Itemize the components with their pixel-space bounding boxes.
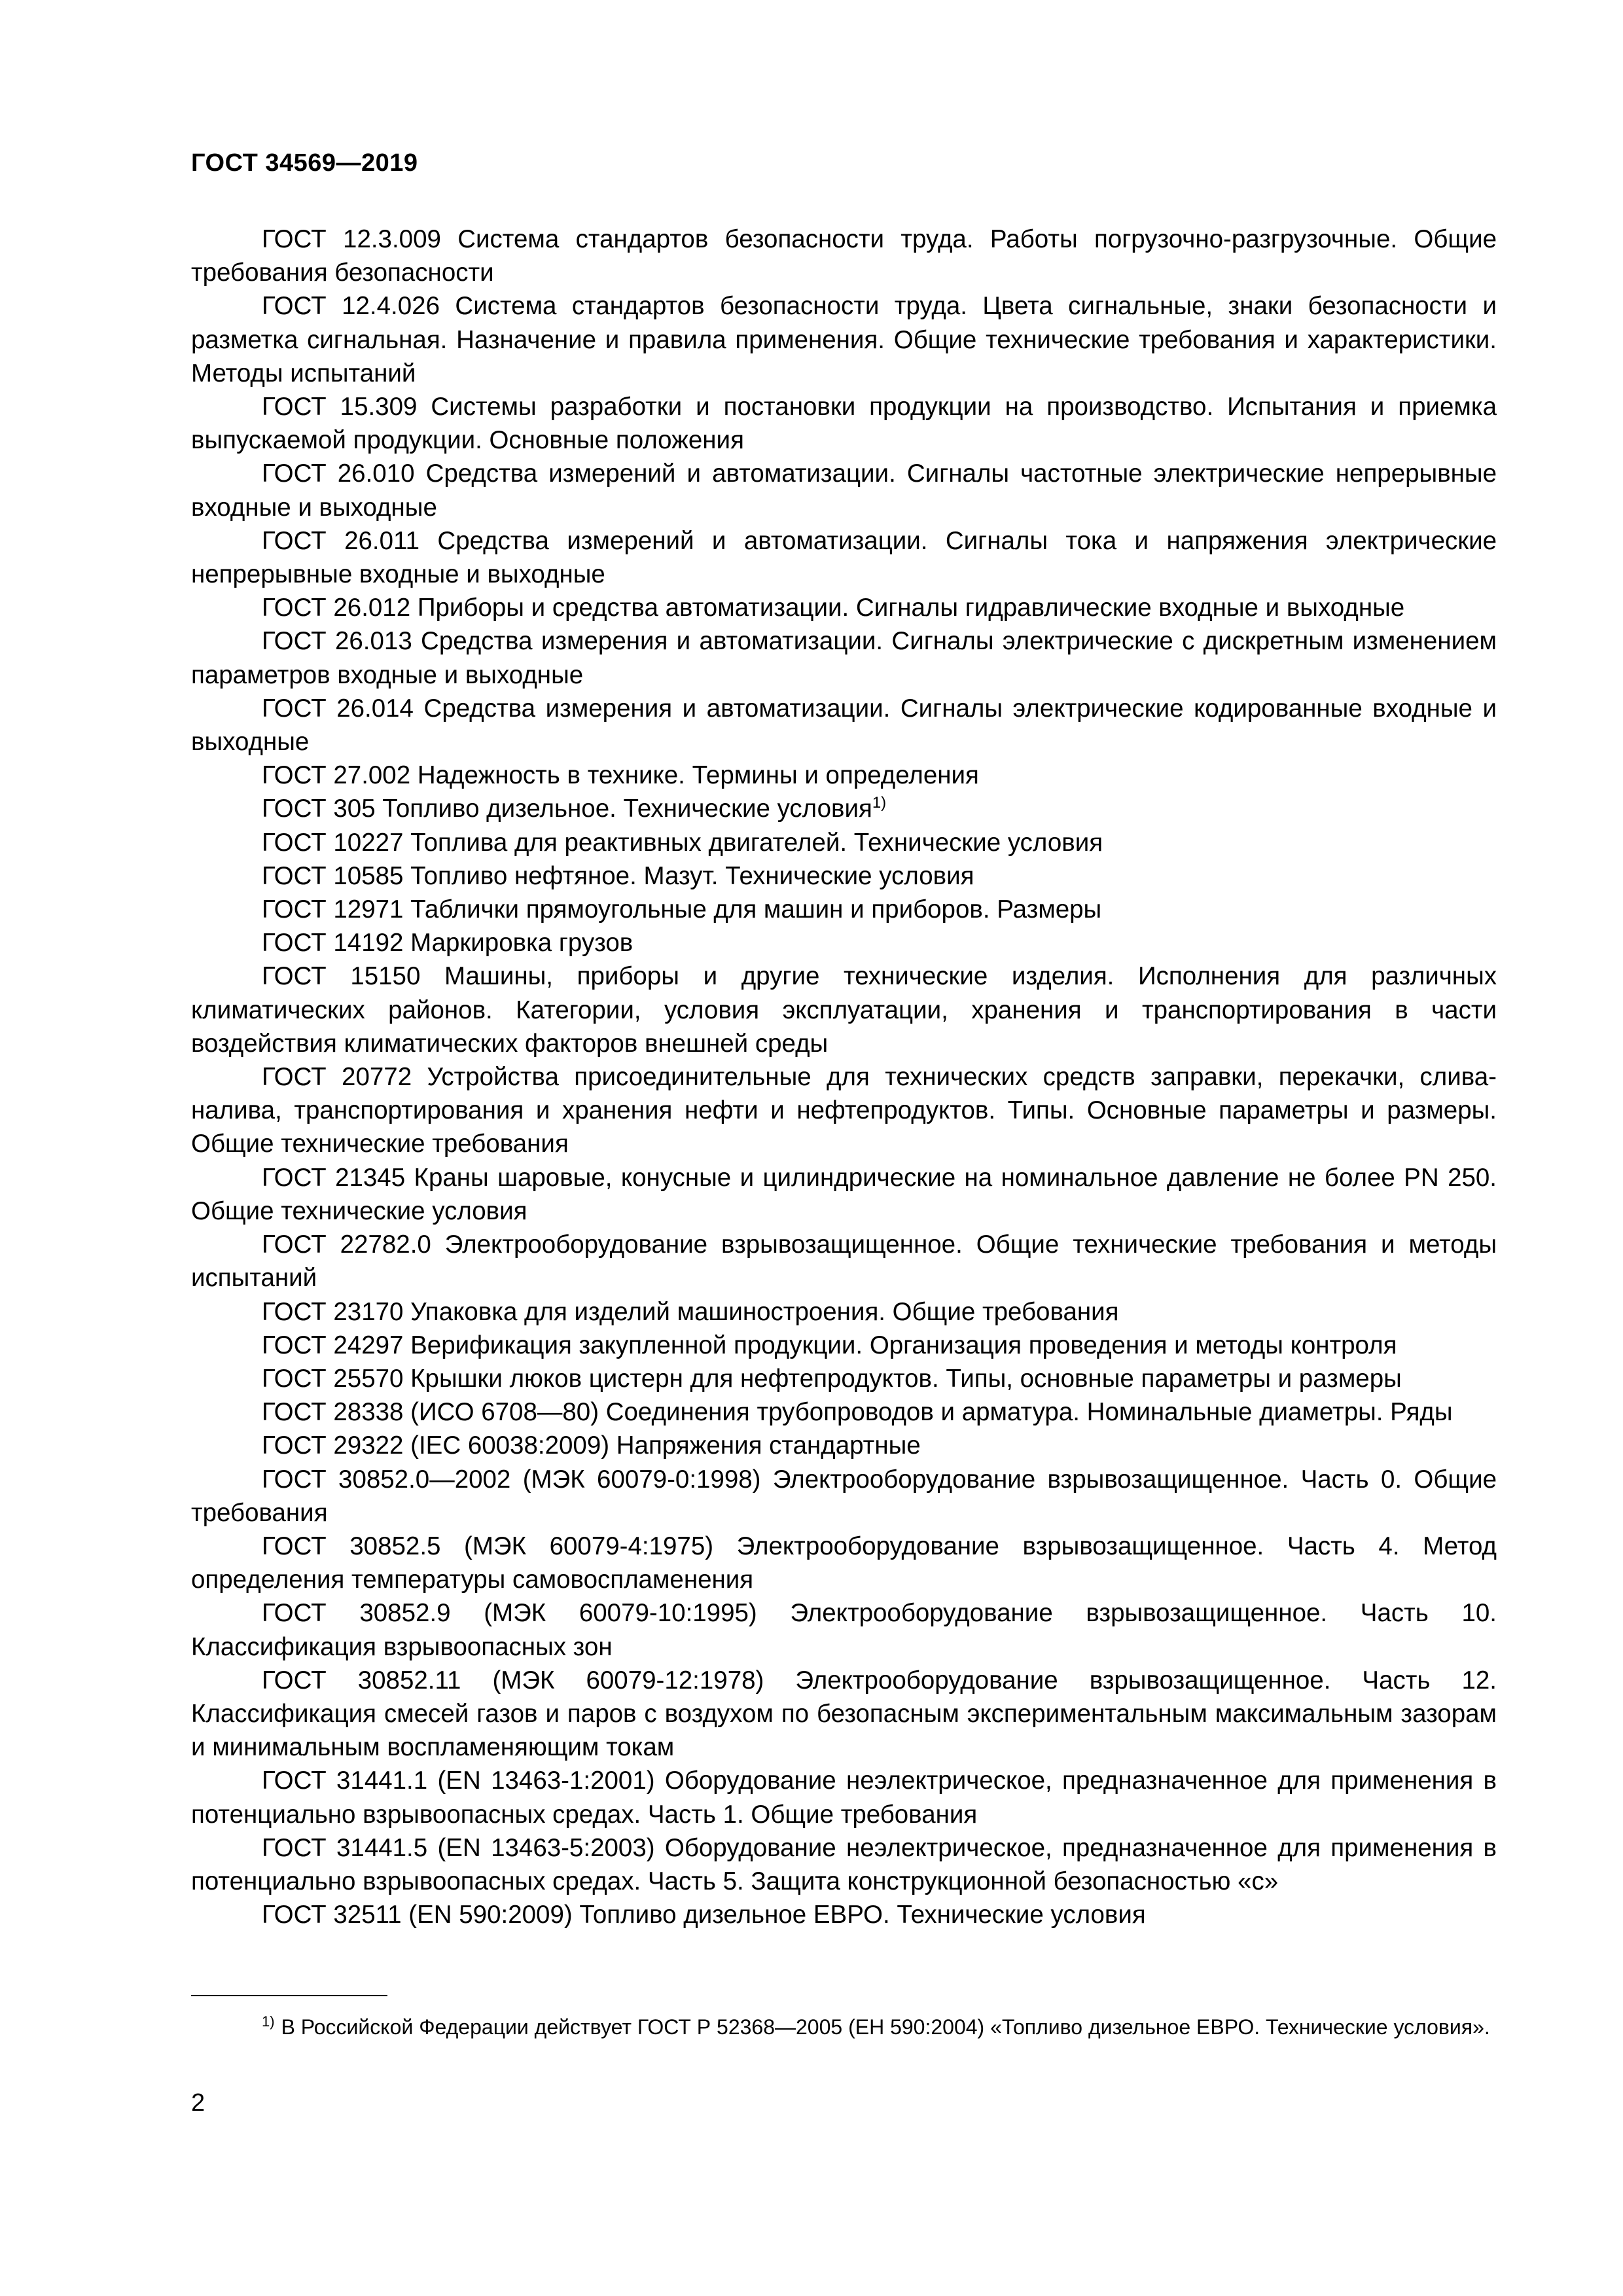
- reference-item: ГОСТ 26.014 Средства измерения и автоматизации. Сигналы электрические кодированные входные и выходные: [191, 694, 1497, 757]
- footnote: [191, 2013, 1497, 2041]
- reference-item: ГОСТ 12971 Таблички прямоугольные для машин и приборов. Размеры: [262, 895, 1102, 924]
- reference-item: ГОСТ 15150 Машины, приборы и другие технические изделия. Исполнения для различных климатических районов. Категории, условия эксплуатации, хранения и транспортирования в части воздействия климатических факторов внешней среды: [191, 962, 1497, 1058]
- reference-item: ГОСТ 23170 Упаковка для изделий машиностроения. Общие требования: [262, 1297, 1119, 1326]
- reference-item: ГОСТ 26.012 Приборы и средства автоматизации. Сигналы гидравлические входные и выходные: [262, 594, 1405, 622]
- reference-item: ГОСТ 32511 (EN 590:2009) Топливо дизельное ЕВРО. Технические условия: [262, 1901, 1146, 1929]
- reference-item: ГОСТ 15.309 Системы разработки и постановки продукции на производство. Испытания и приемка выпускаемой продукции. Основные положения: [191, 393, 1497, 455]
- reference-item: ГОСТ 30852.9 (МЭК 60079-10:1995) Электрооборудование взрывозащищенное. Часть 10. Классификация взрывоопасных зон: [191, 1599, 1497, 1661]
- reference-item: ГОСТ 28338 (ИСО 6708—80) Соединения трубопроводов и арматура. Номинальные диаметры. Ряды: [262, 1398, 1453, 1427]
- reference-item: ГОСТ 12.3.009 Система стандартов безопасности труда. Работы погрузочно-разгрузочные. Общие требования безопасности: [191, 225, 1497, 287]
- reference-item: ГОСТ 31441.1 (EN 13463-1:2001) Оборудование неэлектрическое, предназначенное для применения в потенциально взрывоопасных средах. Часть 1. Общие требования: [191, 1767, 1497, 1829]
- reference-item: ГОСТ 25570 Крышки люков цистерн для нефтепродуктов. Типы, основные параметры и размеры: [262, 1364, 1402, 1393]
- reference-item: ГОСТ 10227 Топлива для реактивных двигателей. Технические условия: [262, 828, 1103, 857]
- reference-item: ГОСТ 22782.0 Электрооборудование взрывозащищенное. Общие технические требования и методы испытаний: [191, 1230, 1497, 1293]
- reference-item: ГОСТ 14192 Маркировка грузов: [262, 929, 633, 958]
- reference-text: ГОСТ 305 Топливо дизельное. Технические условия: [262, 795, 872, 823]
- reference-item: ГОСТ 26.010 Средства измерений и автоматизации. Сигналы частотные электрические непрерывные входные и выходные: [191, 459, 1497, 522]
- reference-item: ГОСТ 12.4.026 Система стандартов безопасности труда. Цвета сигнальные, знаки безопасности и разметка сигнальная. Назначение и правила применения. Общие технические требования и характеристики. Методы испытаний: [191, 292, 1497, 387]
- reference-item: ГОСТ 10585 Топливо нефтяное. Мазут. Технические условия: [262, 861, 974, 890]
- reference-item-with-footnote: [191, 792, 1497, 825]
- footnote-text: В Российской Федерации действует ГОСТ Р 52368—2005 (ЕН 590:2004) «Топливо дизельное ЕВРО. Технические условия».: [281, 2015, 1490, 2039]
- reference-item: ГОСТ 27.002 Надежность в технике. Термины и определения: [262, 761, 979, 790]
- reference-item: ГОСТ 31441.5 (EN 13463-5:2003) Оборудование неэлектрическое, предназначенное для применения в потенциально взрывоопасных средах. Часть 5. Защита конструкционной безопасностью «с»: [191, 1833, 1497, 1895]
- reference-item: ГОСТ 24297 Верификация закупленной продукции. Организация проведения и методы контроля: [262, 1331, 1397, 1359]
- reference-item: ГОСТ 20772 Устройства присоединительные для технических средств заправки, перекачки, слива-налива, транспортирования и хранения нефти и нефтепродуктов. Типы. Основные параметры и размеры. Общие технические требования: [191, 1063, 1497, 1158]
- page-number: 2: [191, 2089, 205, 2117]
- footnote-marker: 1): [262, 2013, 275, 2030]
- footnote-separator: [191, 1995, 387, 1996]
- reference-item: ГОСТ 29322 (IEC 60038:2009) Напряжения стандартные: [262, 1431, 921, 1460]
- reference-item: ГОСТ 26.013 Средства измерения и автоматизации. Сигналы электрические с дискретным изменением параметров входные и выходные: [191, 627, 1497, 689]
- normative-references-list: [191, 223, 1497, 1931]
- reference-item: ГОСТ 30852.5 (МЭК 60079-4:1975) Электрооборудование взрывозащищенное. Часть 4. Метод определения температуры самовоспламенения: [191, 1532, 1497, 1594]
- footnote-ref-marker: 1): [872, 794, 887, 812]
- reference-item: ГОСТ 26.011 Средства измерений и автоматизации. Сигналы тока и напряжения электрические непрерывные входные и выходные: [191, 526, 1497, 589]
- reference-item: ГОСТ 21345 Краны шаровые, конусные и цилиндрические на номинальное давление не более PN 250. Общие технические условия: [191, 1163, 1497, 1225]
- reference-item: ГОСТ 30852.0—2002 (МЭК 60079-0:1998) Электрооборудование взрывозащищенное. Часть 0. Общие требования: [191, 1465, 1497, 1527]
- reference-item: ГОСТ 30852.11 (МЭК 60079-12:1978) Электрооборудование взрывозащищенное. Часть 12. Классификация смесей газов и паров с воздухом по безопасным экспериментальным максимальным зазорам и минимальным воспламеняющим токам: [191, 1666, 1497, 1762]
- document-header: ГОСТ 34569—2019: [191, 149, 418, 177]
